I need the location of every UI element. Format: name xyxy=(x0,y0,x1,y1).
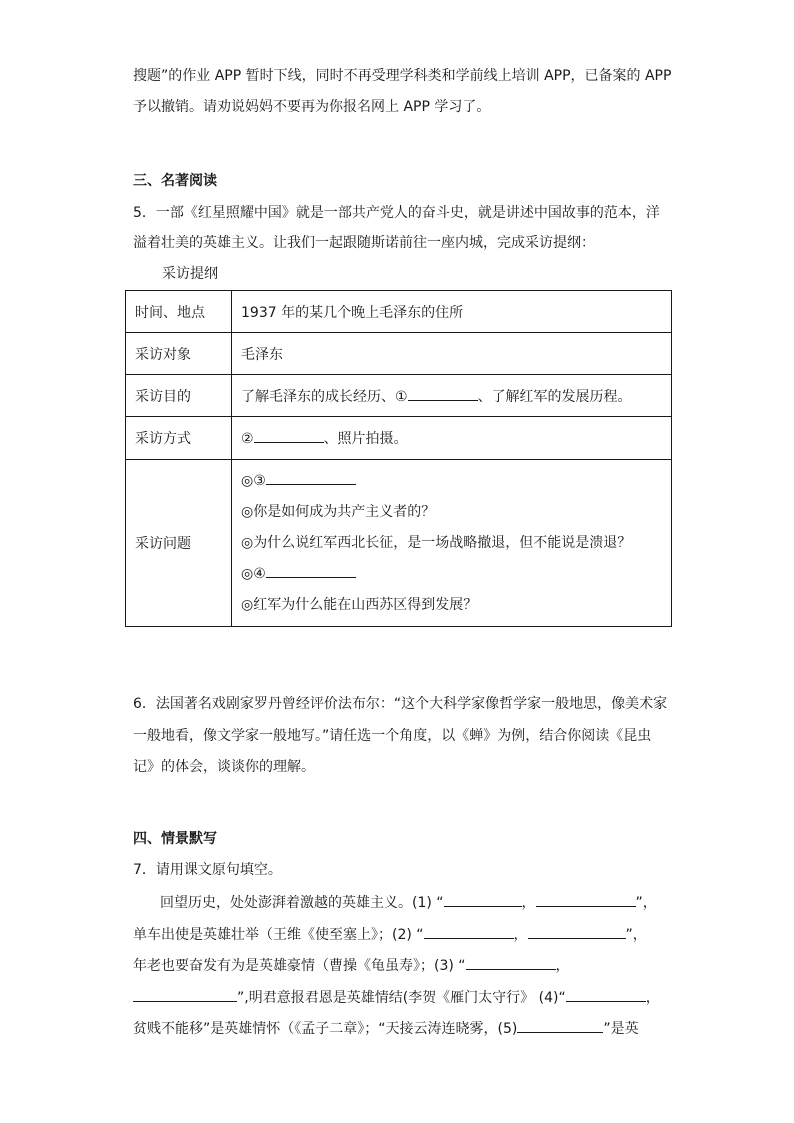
question-line-long-march: ◎为什么说红军西北长征，是一场战略撤退，但不能说是溃退？ xyxy=(241,534,632,551)
row-value-questions xyxy=(232,460,672,627)
blank-7[interactable] xyxy=(424,924,514,939)
row-key-time-place: 时间、地点 xyxy=(126,291,232,333)
section-heading-4: 四、情景默写 xyxy=(133,831,217,847)
blank-10[interactable] xyxy=(133,987,237,1002)
blank-4[interactable] xyxy=(266,563,356,578)
question-line-4 xyxy=(241,559,662,590)
table-row xyxy=(126,375,672,417)
row-value-purpose xyxy=(232,375,672,417)
fill-line-4 xyxy=(133,987,660,1008)
fill-text: ， xyxy=(645,990,660,1006)
q7-prompt: 7．请用课文原句填空。 xyxy=(133,862,282,878)
table-row xyxy=(126,417,672,460)
intro-line-2: 予以撤销。请劝说妈妈不要再为你报名网上 APP 学习了。 xyxy=(133,99,491,115)
table-row xyxy=(126,333,672,375)
q6-line-1: 6．法国著名戏剧家罗丹曾经评价法布尔：“这个大科学家像哲学家一般地思，像美术家 xyxy=(133,696,668,712)
method-text-before: ② xyxy=(241,431,254,447)
fill-text: ， xyxy=(521,895,536,911)
purpose-text-after: 、了解红军的发展历程。 xyxy=(477,388,632,405)
fill-line-5 xyxy=(133,1018,639,1039)
fill-line-2 xyxy=(133,924,647,945)
row-value-subject: 毛泽东 xyxy=(232,333,672,375)
interview-outline-table xyxy=(125,290,672,627)
row-key-questions: 采访问题 xyxy=(126,460,232,627)
q6-line-2: 一般地看，像文学家一般地写。”请任选一个角度，以《蝉》为例，结合你阅读《昆虫 xyxy=(133,728,652,744)
fill-text: 回望历史，处处澎湃着激越的英雄主义。(1) “ xyxy=(160,895,444,911)
fill-text: ”是英 xyxy=(603,1021,639,1037)
purpose-text-before: 了解毛泽东的成长经历、① xyxy=(241,388,408,405)
q6-line-3: 记》的体会，谈谈你的理解。 xyxy=(133,759,315,775)
fill-line-3 xyxy=(133,955,570,976)
q5-line-2: 溢着壮美的英雄主义。让我们一起跟随斯诺前往一座内城，完成采访提纲： xyxy=(133,235,595,251)
table-row xyxy=(126,460,672,627)
fill-text: 年老也要奋发有为是英雄豪情（曹操《龟虽寿》；(3) “ xyxy=(133,958,466,974)
blank-2[interactable] xyxy=(254,428,324,443)
fill-text: ”， xyxy=(635,895,657,911)
section-heading-3: 三、名著阅读 xyxy=(133,173,217,189)
question-line-3 xyxy=(241,466,662,497)
blank-1[interactable] xyxy=(408,386,478,401)
row-value-method xyxy=(232,417,672,460)
question-line-communist: ◎你是如何成为共产主义者的？ xyxy=(241,503,436,520)
blank-9[interactable] xyxy=(466,955,556,970)
question-3-prefix: ◎③ xyxy=(241,472,266,489)
fill-text: ”， xyxy=(625,927,647,943)
q5-line-1: 5．一部《红星照耀中国》就是一部共产党人的奋斗史，就是讲述中国故事的范本，洋 xyxy=(133,205,660,221)
row-key-purpose: 采访目的 xyxy=(126,375,232,417)
intro-line-1: 搜题”的作业 APP 暂时下线，同时不再受理学科类和学前线上培训 APP，已备案的 APP xyxy=(133,68,672,84)
fill-line-1 xyxy=(160,892,657,913)
fill-text: 贫贱不能移”是英雄情怀（《孟子二章》；“天接云涛连晓雾，(5) xyxy=(133,1021,518,1037)
blank-5[interactable] xyxy=(444,892,522,907)
blank-11[interactable] xyxy=(566,987,646,1002)
blank-8[interactable] xyxy=(528,924,626,939)
row-key-method: 采访方式 xyxy=(126,417,232,460)
question-line-shanxi: ◎红军为什么能在山西苏区得到发展？ xyxy=(241,596,478,613)
fill-text: ， xyxy=(555,958,570,974)
fill-text: ， xyxy=(513,927,528,943)
fill-text: 单车出使是英雄壮举（王维《使至塞上》；(2) “ xyxy=(133,927,424,943)
fill-text: ”,明君意报君恩是英雄情结(李贺《雁门太守行》 (4)“ xyxy=(237,990,566,1006)
question-4-prefix: ◎④ xyxy=(241,565,266,582)
blank-3[interactable] xyxy=(266,470,356,485)
row-value-time-place: 1937 年的某几个晚上毛泽东的住所 xyxy=(232,291,672,333)
blank-6[interactable] xyxy=(536,892,636,907)
method-text-after: 、照片拍摄。 xyxy=(323,431,408,447)
row-key-subject: 采访对象 xyxy=(126,333,232,375)
table-title: 采访提纲 xyxy=(162,266,218,282)
blank-12[interactable] xyxy=(517,1018,603,1033)
table-row xyxy=(126,291,672,333)
